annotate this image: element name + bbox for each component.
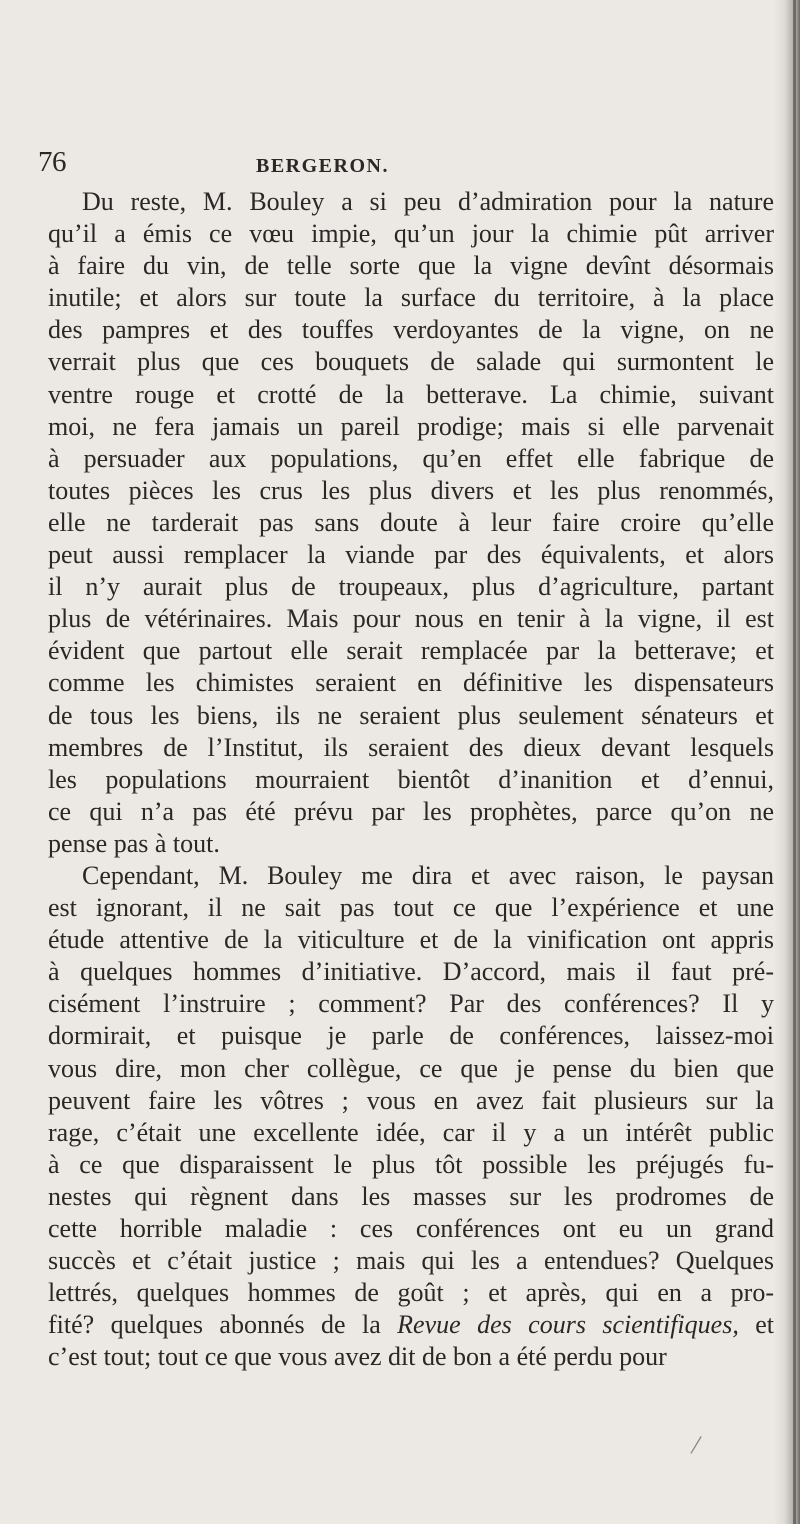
text-line: membres de l’Institut, ils seraient des dieux devant lesquels — [48, 732, 774, 762]
text-line: peuvent faire les vôtres ; vous en avez fait plusieurs sur la — [48, 1085, 774, 1115]
text-line: toutes pièces les crus les plus divers et les plus renommés, — [48, 475, 774, 505]
text-line: des pampres et des touffes verdoyantes de la vigne, on ne — [48, 315, 774, 345]
stray-pencil-mark: / — [688, 1429, 704, 1462]
text-line: Du reste, M. Bouley a si peu d’admiration pour la nature — [82, 187, 774, 216]
page-number: 76 — [38, 146, 66, 178]
text-line: ventre rouge et crotté de la betterave. La chimie, suivant — [48, 379, 774, 409]
text-line: est ignorant, il ne sait pas tout ce que l’expérience et une — [48, 893, 774, 923]
text-line: lettrés, quelques hommes de goût ; et après, qui en a pro- — [48, 1278, 774, 1308]
text-line: à quelques hommes d’initiative. D’accord, mais il faut pré- — [48, 957, 774, 987]
text-line: plus de vétérinaires. Mais pour nous en tenir à la vigne, il est — [48, 604, 774, 634]
page-edge-line — [793, 0, 796, 1524]
text-line: rage, c’était une excellente idée, car il y a un intérêt public — [48, 1117, 774, 1147]
text-line: à persuader aux populations, qu’en effet elle fabrique de — [48, 443, 774, 473]
text-line: de tous les biens, ils ne seraient plus seulement sénateurs et — [48, 700, 774, 730]
text-line: cette horrible maladie : ces conférences ont eu un grand — [48, 1214, 774, 1243]
running-head: BERGERON. — [256, 155, 389, 177]
paragraph — [48, 186, 774, 860]
text-line: évident que partout elle serait remplacée par la betterave; et — [48, 636, 774, 666]
paragraph — [48, 860, 774, 1374]
text-line: étude attentive de la viticulture et de la vinification ont appris — [48, 925, 774, 955]
journal-title: Revue des cours scientifiques, — [397, 1310, 739, 1340]
text-line: qu’il a émis ce vœu impie, qu’un jour la chimie pût arriver — [48, 219, 774, 249]
text-line: les populations mourraient bientôt d’inanition et d’ennui, — [48, 764, 774, 794]
text-line: c’est tout; tout ce que vous avez dit de bon a été perdu pour — [48, 1342, 667, 1372]
text-line: dormirait, et puisque je parle de conférences, laissez-moi — [48, 1021, 774, 1051]
text-line: vous dire, mon cher collègue, ce que je pense du bien que — [48, 1053, 774, 1083]
text-line: succès et c’était justice ; mais qui les a entendues? Quelques — [48, 1246, 774, 1276]
text-fragment: et — [738, 1310, 775, 1340]
text-line: comme les chimistes seraient en définitive les dispensateurs — [48, 668, 774, 698]
body-text — [48, 186, 774, 1373]
text-line: inutile; et alors sur toute la surface du territoire, à la place — [48, 283, 774, 313]
text-line: cisément l’instruire ; comment? Par des conférences? Il y — [48, 989, 774, 1019]
text-line: moi, ne fera jamais un pareil prodige; mais si elle parvenait — [48, 411, 774, 441]
text-line: elle ne tarderait pas sans doute à leur faire croire qu’elle — [48, 507, 774, 537]
page-header — [38, 146, 778, 186]
text-line: verrait plus que ces bouquets de salade qui surmontent le — [48, 347, 774, 377]
text-line: peut aussi remplacer la viande par des équivalents, et alors — [48, 540, 774, 570]
page-gutter-shadow — [774, 0, 800, 1524]
text-line: ce qui n’a pas été prévu par les prophètes, parce qu’on ne — [48, 796, 774, 826]
text-line: à ce que disparaissent le plus tôt possible les préjugés fu- — [48, 1149, 774, 1179]
text-line: il n’y aurait plus de troupeaux, plus d’agriculture, partant — [48, 572, 774, 602]
text-line: Cependant, M. Bouley me dira et avec raison, le paysan — [82, 860, 774, 890]
text-line: à faire du vin, de telle sorte que la vigne devînt désormais — [48, 251, 774, 281]
text-line: pense pas à tout. — [48, 828, 220, 858]
text-line: nestes qui règnent dans les masses sur les prodromes de — [48, 1181, 774, 1211]
text-line: fité? quelques abonnés de la Revue des cours scientifiques, et — [48, 1310, 775, 1340]
